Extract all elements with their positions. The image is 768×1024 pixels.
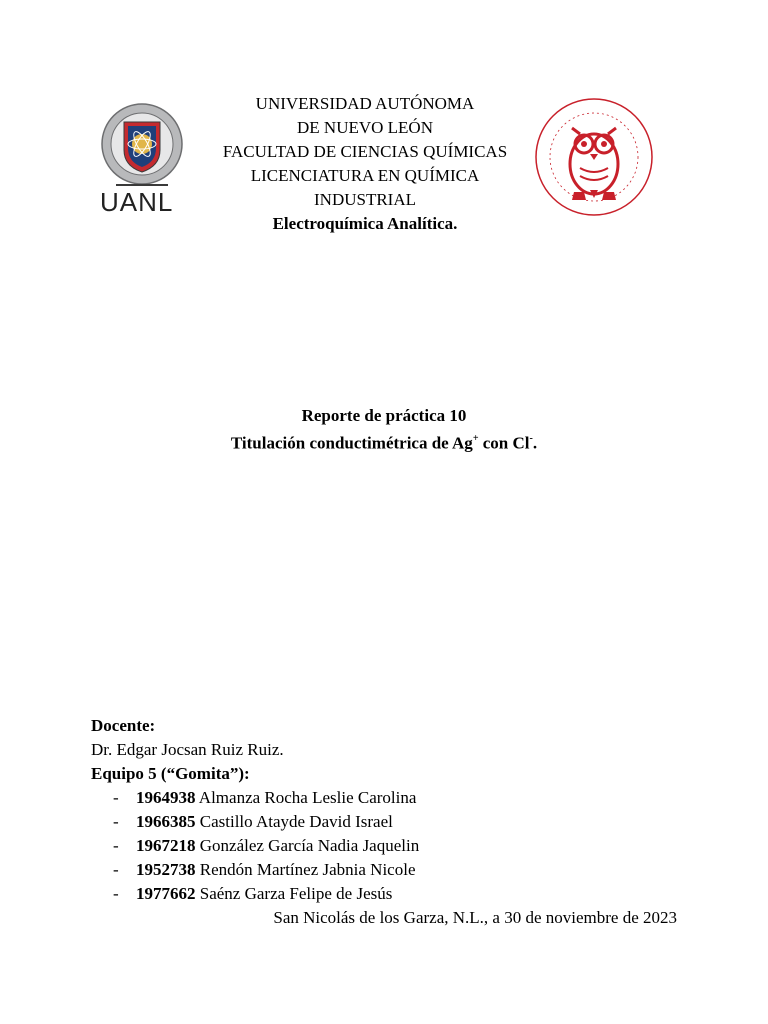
report-topic — [0, 428, 768, 456]
list-item — [91, 810, 691, 834]
student-id: 1964938 — [136, 788, 196, 807]
header-line-program-cont: INDUSTRIAL — [314, 190, 416, 209]
ag-charge: + — [472, 433, 479, 444]
docente-name: Dr. Edgar Jocsan Ruiz Ruiz. — [91, 740, 284, 759]
list-bullet: - — [113, 836, 119, 855]
uanl-wordmark: UANL — [100, 187, 174, 217]
header-line-state: DE NUEVO LEÓN — [297, 118, 433, 137]
list-bullet: - — [113, 860, 119, 879]
team-info — [91, 714, 691, 906]
list-item — [91, 786, 691, 810]
student-name: Almanza Rocha Leslie Carolina — [195, 788, 417, 807]
student-name: Rendón Martínez Jabnia Nicole — [195, 860, 416, 879]
cl-charge: - — [529, 433, 533, 444]
list-bullet: - — [113, 884, 119, 903]
header-line-program: LICENCIATURA EN QUÍMICA — [250, 166, 480, 185]
student-id: 1967218 — [136, 836, 196, 855]
list-item — [91, 834, 691, 858]
header-line-faculty: FACULTAD DE CIENCIAS QUÍMICAS — [222, 142, 508, 161]
list-bullet: - — [113, 788, 119, 807]
student-id: 1977662 — [136, 884, 196, 903]
place-date: San Nicolás de los Garza, N.L., a 30 de noviembre de 2023 — [273, 908, 677, 927]
equipo-label: Equipo 5 (“Gomita”): — [91, 764, 250, 783]
list-bullet: - — [113, 812, 119, 831]
uanl-logo — [96, 100, 188, 220]
course-subject: Electroquímica Analítica. — [272, 214, 458, 233]
fcq-logo — [528, 94, 660, 220]
student-id: 1966385 — [136, 812, 196, 831]
student-id: 1952738 — [136, 860, 196, 879]
topic-suffix: . — [532, 433, 538, 453]
student-name: Saénz Garza Felipe de Jesús — [195, 884, 393, 903]
list-item — [91, 858, 691, 882]
topic-prefix: Titulación conductimétrica de Ag — [230, 433, 473, 453]
student-name: Castillo Atayde David Israel — [195, 812, 393, 831]
header-line-university: UNIVERSIDAD AUTÓNOMA — [255, 94, 475, 113]
topic-mid: con Cl — [478, 433, 530, 453]
owl-seal-icon — [528, 94, 660, 220]
list-item — [91, 882, 691, 906]
institution-header — [190, 92, 540, 236]
student-name: González García Nadia Jaquelin — [195, 836, 420, 855]
report-title-block — [0, 404, 768, 456]
docente-label: Docente: — [91, 716, 156, 735]
report-number: Reporte de práctica 10 — [301, 406, 467, 425]
